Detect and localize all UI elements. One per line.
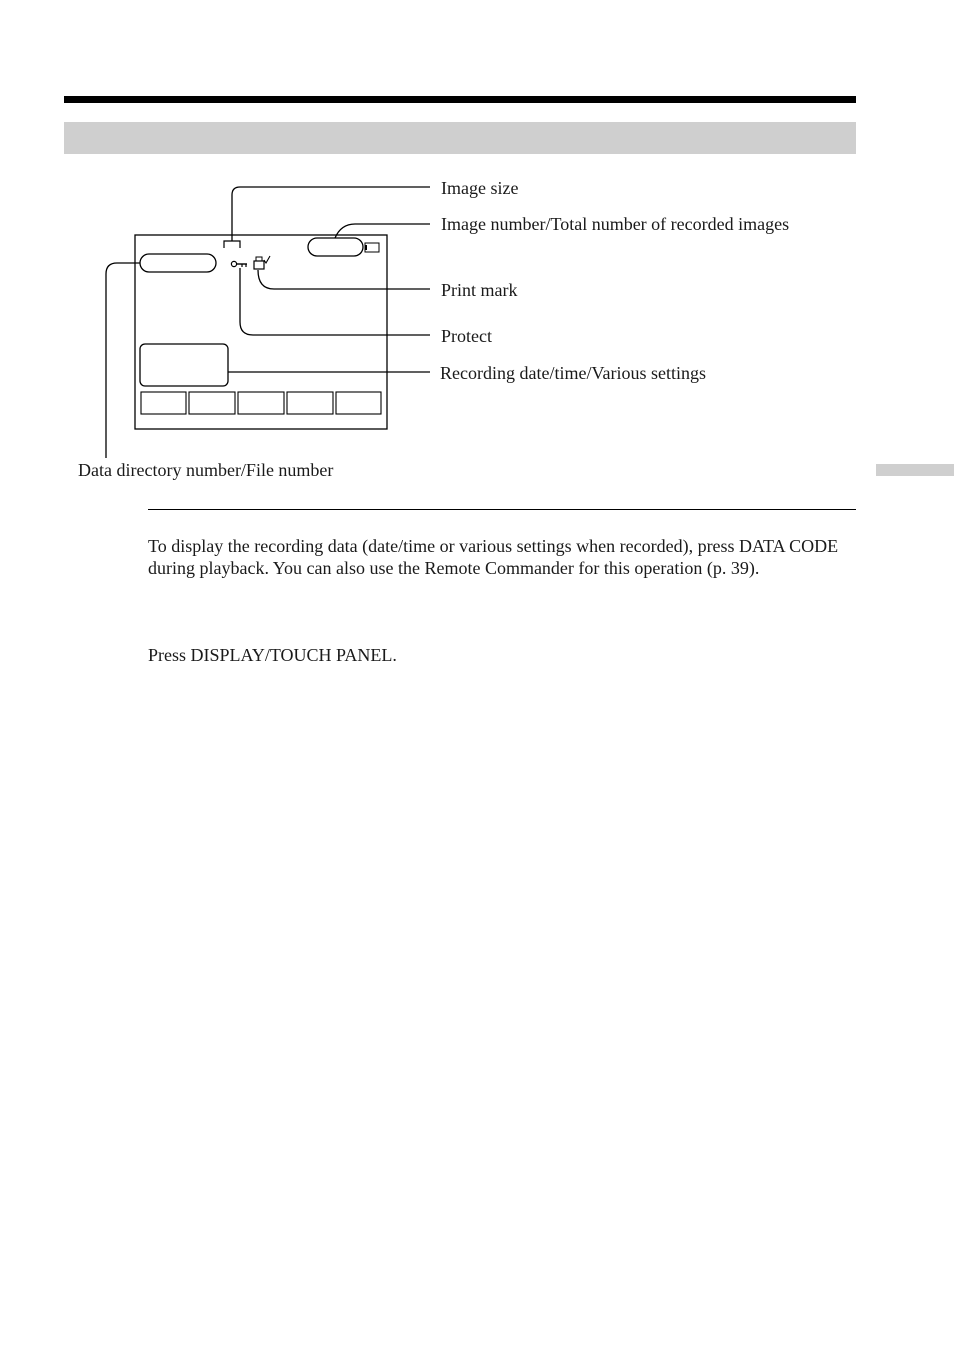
leader-protect: [240, 268, 430, 335]
print-mark-icon: [254, 256, 270, 269]
section-divider: [148, 509, 856, 510]
label-image-number: Image number/Total number of recorded images: [441, 214, 790, 234]
label-protect: Protect: [441, 326, 492, 346]
label-data-directory: Data directory number/File number: [78, 460, 334, 480]
small-indicator-icon: [365, 243, 379, 252]
label-image-size: Image size: [441, 178, 519, 198]
label-recording-data: Recording date/time/Various settings: [440, 363, 706, 383]
screen-buttons: [141, 392, 381, 414]
protect-key-icon: [231, 261, 247, 267]
image-number-box: [308, 238, 363, 256]
body-paragraph-2: Press DISPLAY/TOUCH PANEL.: [148, 645, 397, 665]
data-directory-box: [140, 254, 216, 272]
screen-diagram: [0, 0, 954, 500]
lcd-screen: [135, 235, 387, 429]
leader-print-mark: [258, 270, 430, 289]
leader-image-size: [232, 187, 430, 241]
recording-data-box: [140, 344, 228, 386]
image-size-bracket: [224, 241, 240, 248]
label-print-mark: Print mark: [441, 280, 518, 300]
body-paragraph: To display the recording data (date/time or various settings when recorded), press DATA CODE during playback. You can also use the Remote Commander for this operation (p. 39).: [148, 536, 839, 578]
leader-image-number: [335, 224, 430, 238]
